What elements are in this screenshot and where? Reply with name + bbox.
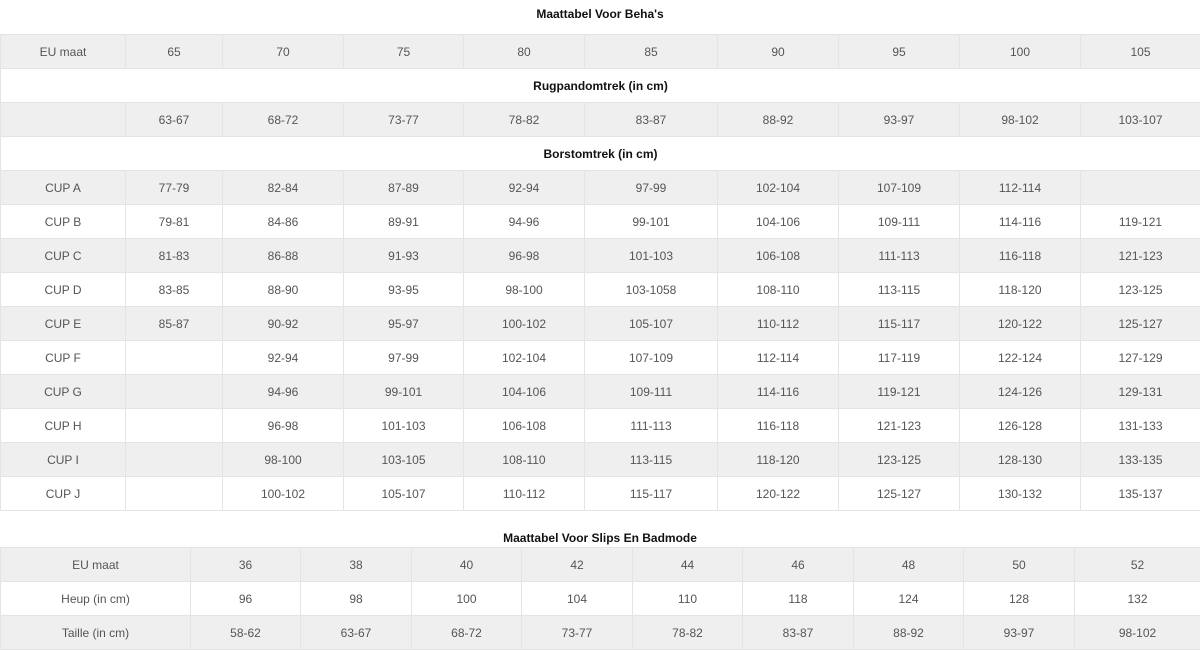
cup-label: CUP F [1,341,126,375]
size-header-cell: 90 [718,35,839,69]
bust-cell: 106-108 [464,409,585,443]
cup-row [1,443,1200,477]
bust-cell: 111-113 [585,409,718,443]
bust-cell: 102-104 [718,171,839,205]
slip-size-title: Maattabel Voor Slips En Badmode [503,531,697,545]
slip-cell: 100 [412,582,522,616]
bust-cell: 127-129 [1081,341,1200,375]
slip-cell: 44 [633,548,743,582]
bust-cell: 95-97 [344,307,464,341]
bust-cell: 97-99 [344,341,464,375]
bust-cell: 108-110 [718,273,839,307]
bust-cell: 93-95 [344,273,464,307]
bust-cell: 97-99 [585,171,718,205]
underbust-cell: 88-92 [718,103,839,137]
size-header-cell: 70 [223,35,344,69]
cup-row [1,409,1200,443]
cup-row [1,239,1200,273]
bust-cell: 104-106 [464,375,585,409]
bust-cell [1081,171,1200,205]
cup-label: CUP J [1,477,126,511]
bust-cell: 107-109 [839,171,960,205]
slip-cell: 52 [1075,548,1200,582]
bust-cell: 115-117 [839,307,960,341]
bust-cell: 90-92 [223,307,344,341]
bust-cell: 94-96 [223,375,344,409]
underbust-cell: 63-67 [126,103,223,137]
bust-cell: 96-98 [223,409,344,443]
bust-cell: 109-111 [839,205,960,239]
bust-cell: 107-109 [585,341,718,375]
bust-cell: 106-108 [718,239,839,273]
slip-cell: 96 [191,582,301,616]
size-header-cell: 85 [585,35,718,69]
bust-cell: 114-116 [718,375,839,409]
bust-cell: 103-105 [344,443,464,477]
bust-cell: 113-115 [839,273,960,307]
slip-row-label: Heup (in cm) [1,582,191,616]
bust-cell: 121-123 [839,409,960,443]
bust-cell: 119-121 [839,375,960,409]
slip-row-label: EU maat [1,548,191,582]
slip-cell: 73-77 [522,616,633,650]
cup-row [1,375,1200,409]
underbust-cell: 93-97 [839,103,960,137]
bust-cell: 98-100 [464,273,585,307]
cup-label: CUP H [1,409,126,443]
bust-cell: 111-113 [839,239,960,273]
bust-cell: 130-132 [960,477,1081,511]
bust-cell: 125-127 [839,477,960,511]
bust-cell: 96-98 [464,239,585,273]
cup-label: CUP D [1,273,126,307]
slip-cell: 40 [412,548,522,582]
bust-section-title: Borstomtrek (in cm) [1,137,1200,171]
bust-cell: 108-110 [464,443,585,477]
bust-cell [126,375,223,409]
bust-cell: 84-86 [223,205,344,239]
bust-cell: 83-85 [126,273,223,307]
bust-cell: 123-125 [1081,273,1200,307]
slip-cell: 110 [633,582,743,616]
bust-cell: 98-100 [223,443,344,477]
size-header-cell: 80 [464,35,585,69]
bust-cell: 77-79 [126,171,223,205]
size-header-cell: 105 [1081,35,1200,69]
cup-row [1,273,1200,307]
bust-cell: 120-122 [718,477,839,511]
bust-cell: 126-128 [960,409,1081,443]
bust-cell [126,443,223,477]
slip-row [1,548,1200,582]
slip-cell: 118 [743,582,854,616]
size-header-cell: 100 [960,35,1081,69]
underbust-section-title: Rugpandomtrek (in cm) [1,69,1200,103]
bust-cell: 133-135 [1081,443,1200,477]
size-header-cell: 65 [126,35,223,69]
underbust-row [1,103,1200,137]
slip-cell: 104 [522,582,633,616]
underbust-cell: 73-77 [344,103,464,137]
cup-label: CUP A [1,171,126,205]
underbust-cell: 98-102 [960,103,1081,137]
underbust-cell: 103-107 [1081,103,1200,137]
slip-cell: 50 [964,548,1075,582]
slip-cell: 63-67 [301,616,412,650]
bust-cell: 115-117 [585,477,718,511]
slip-cell: 42 [522,548,633,582]
bust-cell: 99-101 [585,205,718,239]
bra-size-title: Maattabel Voor Beha's [536,7,664,21]
bust-cell: 109-111 [585,375,718,409]
eu-size-row [1,35,1200,69]
bust-cell: 102-104 [464,341,585,375]
slip-cell: 48 [854,548,964,582]
bust-cell [126,477,223,511]
bust-cell: 114-116 [960,205,1081,239]
cup-label: CUP G [1,375,126,409]
cup-row [1,307,1200,341]
row-label: EU maat [1,35,126,69]
underbust-cell: 78-82 [464,103,585,137]
slip-cell: 88-92 [854,616,964,650]
slip-row-label: Taille (in cm) [1,616,191,650]
bust-cell [126,341,223,375]
slip-cell: 38 [301,548,412,582]
bust-cell: 99-101 [344,375,464,409]
slip-row [1,582,1200,616]
bust-cell: 119-121 [1081,205,1200,239]
bust-cell: 100-102 [464,307,585,341]
slip-cell: 98-102 [1075,616,1200,650]
cup-label: CUP E [1,307,126,341]
bust-cell: 91-93 [344,239,464,273]
underbust-cell: 68-72 [223,103,344,137]
bust-cell: 116-118 [960,239,1081,273]
cup-row [1,477,1200,511]
slip-size-table [0,547,1200,650]
slip-cell: 98 [301,582,412,616]
bust-cell: 87-89 [344,171,464,205]
bust-cell: 79-81 [126,205,223,239]
slip-cell: 46 [743,548,854,582]
bust-cell: 82-84 [223,171,344,205]
row-label [1,103,126,137]
bust-cell: 122-124 [960,341,1081,375]
section-title-row [1,69,1200,103]
bust-cell: 101-103 [344,409,464,443]
bust-cell: 86-88 [223,239,344,273]
bust-cell: 117-119 [839,341,960,375]
bust-cell: 123-125 [839,443,960,477]
cup-label: CUP C [1,239,126,273]
bust-cell: 116-118 [718,409,839,443]
bust-cell: 118-120 [960,273,1081,307]
bust-cell: 120-122 [960,307,1081,341]
bust-cell: 88-90 [223,273,344,307]
bust-cell: 112-114 [718,341,839,375]
cup-label: CUP I [1,443,126,477]
slip-cell: 124 [854,582,964,616]
bust-cell: 101-103 [585,239,718,273]
bust-cell: 121-123 [1081,239,1200,273]
bust-cell: 125-127 [1081,307,1200,341]
bust-cell: 110-112 [718,307,839,341]
bust-cell: 92-94 [223,341,344,375]
underbust-cell: 83-87 [585,103,718,137]
bust-cell: 104-106 [718,205,839,239]
cup-label: CUP B [1,205,126,239]
bust-cell: 124-126 [960,375,1081,409]
slip-cell: 128 [964,582,1075,616]
bust-cell: 113-115 [585,443,718,477]
cup-row [1,205,1200,239]
bust-cell: 85-87 [126,307,223,341]
bust-cell: 94-96 [464,205,585,239]
bust-cell: 92-94 [464,171,585,205]
size-header-cell: 95 [839,35,960,69]
bust-cell: 112-114 [960,171,1081,205]
slip-cell: 58-62 [191,616,301,650]
slip-row [1,616,1200,650]
bust-cell: 118-120 [718,443,839,477]
slip-cell: 132 [1075,582,1200,616]
cup-row [1,341,1200,375]
bust-cell [126,409,223,443]
slip-cell: 36 [191,548,301,582]
bust-cell: 81-83 [126,239,223,273]
bust-cell: 131-133 [1081,409,1200,443]
bust-cell: 103-1058 [585,273,718,307]
slip-cell: 93-97 [964,616,1075,650]
slip-cell: 78-82 [633,616,743,650]
bra-size-table [0,34,1200,511]
size-header-cell: 75 [344,35,464,69]
bust-cell: 100-102 [223,477,344,511]
bust-cell: 135-137 [1081,477,1200,511]
bust-cell: 128-130 [960,443,1081,477]
bust-cell: 110-112 [464,477,585,511]
slip-cell: 83-87 [743,616,854,650]
bust-cell: 89-91 [344,205,464,239]
section-title-row [1,137,1200,171]
cup-row [1,171,1200,205]
slip-cell: 68-72 [412,616,522,650]
bust-cell: 129-131 [1081,375,1200,409]
bust-cell: 105-107 [585,307,718,341]
bust-cell: 105-107 [344,477,464,511]
